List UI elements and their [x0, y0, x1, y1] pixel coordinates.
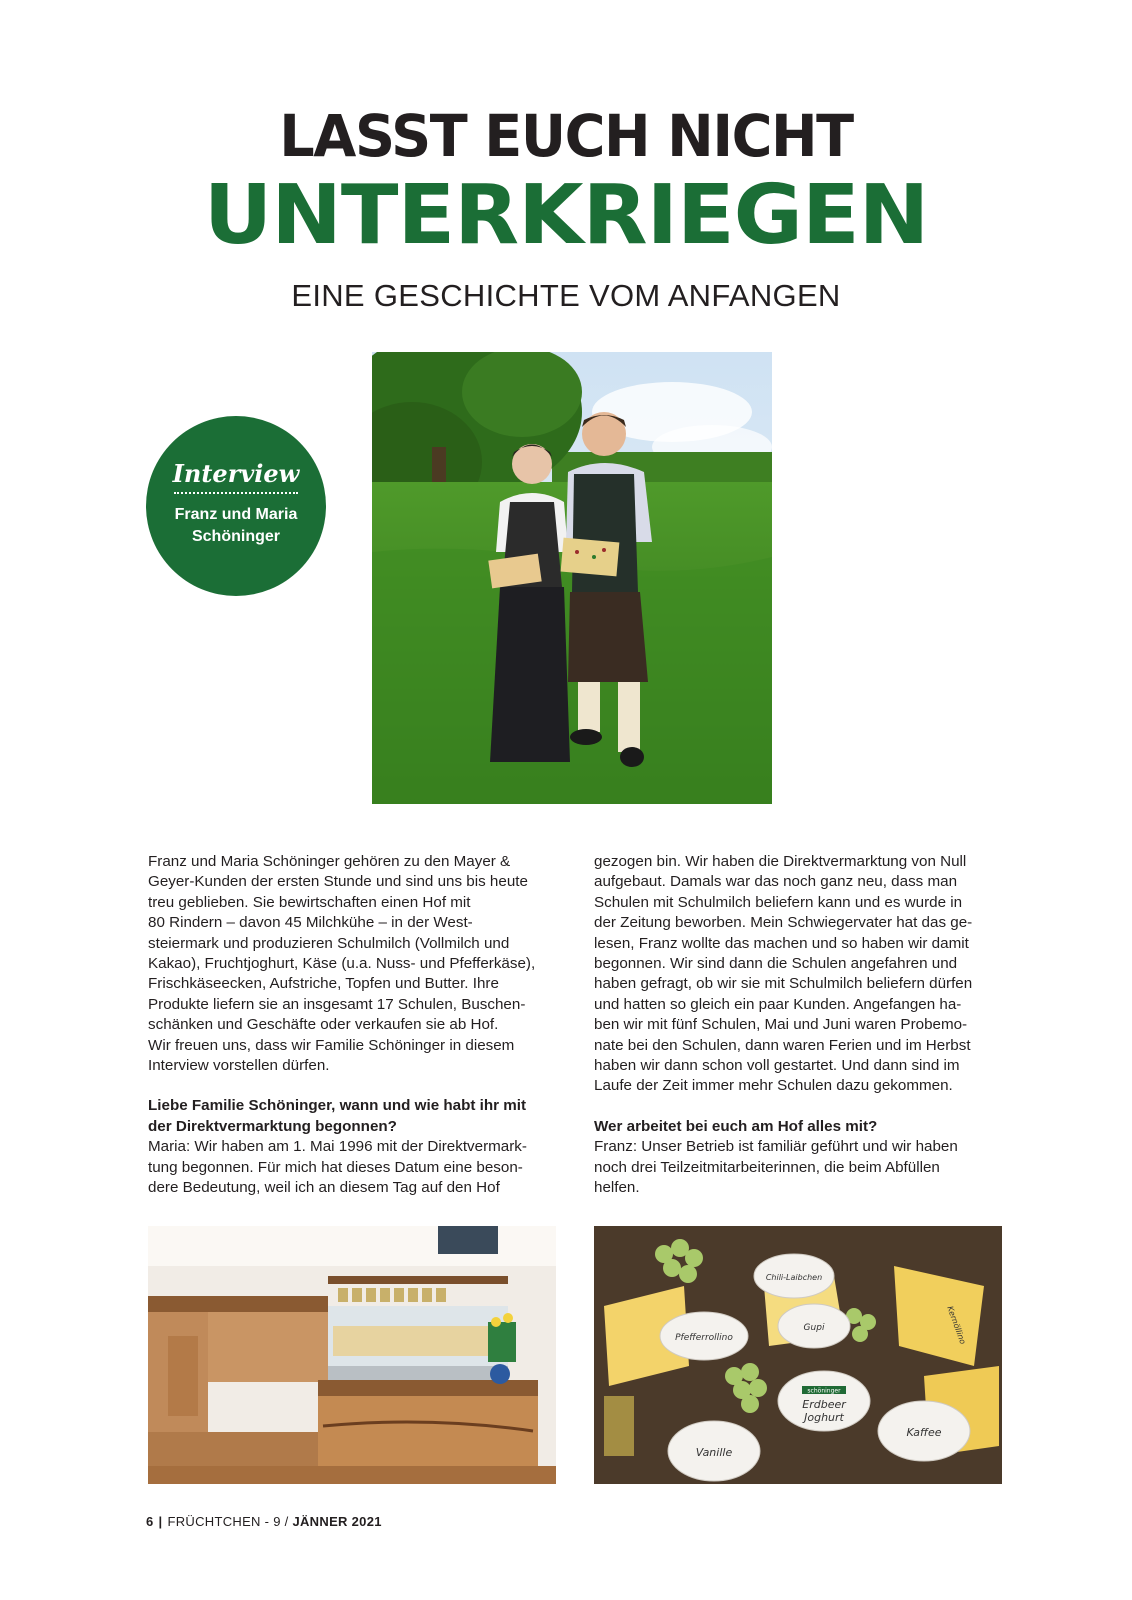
answer-line: aufgebaut. Damals war das noch ganz neu, dass man — [594, 873, 958, 891]
answer-line: lesen, Franz wollte das machen und so haben wir damit — [594, 934, 969, 952]
paragraph-gap — [148, 1076, 550, 1096]
jar-label: Kernöllino — [945, 1304, 968, 1346]
footer-separator: | — [158, 1514, 163, 1529]
answer-line: tung begonnen. Für mich hat dieses Datum eine beson- — [148, 1158, 523, 1176]
badge-names-line-1: Franz und Maria — [174, 506, 298, 523]
intro-line: treu geblieben. Sie bewirtschaften einen Hof mit — [148, 893, 471, 911]
products-photo — [594, 1226, 1002, 1484]
jar-label: Erdbeer — [802, 1398, 846, 1411]
intro-line: schänken und Geschäfte oder verkaufen sie ab Hof. — [148, 1016, 499, 1034]
question-line: Wer arbeitet bei euch am Hof alles mit? — [594, 1117, 878, 1135]
intro-line: 80 Rindern – davon 45 Milchkühe – in der West- — [148, 914, 473, 932]
question-line: der Direktvermarktung begonnen? — [148, 1117, 397, 1135]
intro-line: Frischkäseecken, Aufstriche, Topfen und Butter. Ihre — [148, 975, 499, 993]
jar-label: Kaffee — [906, 1426, 942, 1439]
paragraph-gap — [594, 1097, 996, 1117]
answer-line: haben gefragt, ob wir sie mit Schulmilch beliefern dürfen — [594, 975, 973, 993]
intro-line: steiermark und produzieren Schulmilch (Vollmilch und — [148, 934, 510, 952]
intro-line: Kakao), Fruchtjoghurt, Käse (u.a. Nuss- und Pfefferkäse), — [148, 955, 536, 973]
magazine-name: FRÜCHTCHEN - 9 / — [167, 1514, 289, 1529]
intro-line: Franz und Maria Schöninger gehören zu den Mayer & — [148, 853, 511, 870]
jar-label: Vanille — [695, 1446, 733, 1459]
issue-date: JÄNNER 2021 — [292, 1514, 382, 1529]
intro-line: Geyer-Kunden der ersten Stunde und sind uns bis heute — [148, 873, 528, 891]
answer-line: und hatten so gleich ein paar Kunden. Angefangen ha- — [594, 995, 962, 1013]
answer-line: haben wir dann schon voll gestartet. Und dann sind im — [594, 1057, 960, 1075]
page-footer — [146, 1514, 382, 1529]
answer-line: begonnen. Wir sind dann die Schulen angefahren und — [594, 955, 958, 973]
jar-brand-label: schöninger — [807, 1387, 841, 1395]
answer-line: ben wir mit fünf Schulen, Mai und Juni waren Probemo- — [594, 1016, 968, 1034]
page-number: 6 — [146, 1514, 154, 1529]
answer-line: dere Bedeutung, weil ich an diesem Tag auf den Hof — [148, 1179, 500, 1197]
badge-names-line-2: Schöninger — [191, 528, 280, 545]
answer-line: Maria: Wir haben am 1. Mai 1996 mit der Direktvermark- — [148, 1138, 527, 1156]
article-column-1 — [148, 852, 550, 1199]
headline-line-2: UNTERKRIEGEN — [203, 168, 929, 263]
headline-line-1: LASST EUCH NICHT — [279, 102, 853, 170]
article-column-2 — [594, 852, 996, 1199]
intro-line: Wir freuen uns, dass wir Familie Schöninger in diesem — [148, 1036, 515, 1054]
interview-badge — [146, 416, 326, 596]
jar-label: Joghurt — [804, 1411, 844, 1424]
answer-line: Schulen mit Schulmilch beliefern kann und es wurde in — [594, 893, 963, 911]
question-line: Liebe Familie Schöninger, wann und wie habt ihr mit — [148, 1097, 527, 1115]
intro-line: Interview vorstellen dürfen. — [148, 1057, 330, 1075]
couple-photo — [372, 352, 772, 804]
jar-label: Gupi — [803, 1323, 825, 1333]
answer-line: nate bei den Schulen, dann waren Ferien und im Herbst — [594, 1036, 971, 1054]
badge-names — [156, 504, 316, 548]
answer-line: Laufe der Zeit immer mehr Schulen dazu gekommen. — [594, 1077, 953, 1095]
answer-line: der Zeitung beworben. Mein Schwiegervater hat das ge- — [594, 914, 973, 932]
answer-line: helfen. — [594, 1179, 640, 1197]
badge-divider — [174, 492, 298, 494]
answer-line: gezogen bin. Wir haben die Direktvermarktung von Null — [594, 853, 967, 870]
intro-line: Produkte liefern sie an insgesamt 17 Schulen, Buschen- — [148, 995, 526, 1013]
answer-line: noch drei Teilzeitmitarbeiterinnen, die beim Abfüllen — [594, 1158, 940, 1176]
subheadline: EINE GESCHICHTE VOM ANFANGEN — [291, 278, 841, 313]
answer-line: Franz: Unser Betrieb ist familiär geführt und wir haben — [594, 1138, 958, 1156]
jar-label: Chili-Laibchen — [765, 1273, 823, 1282]
badge-label: Interview — [172, 459, 300, 488]
farm-shop-photo — [148, 1226, 556, 1484]
jar-label: Pfefferrollino — [675, 1333, 733, 1343]
